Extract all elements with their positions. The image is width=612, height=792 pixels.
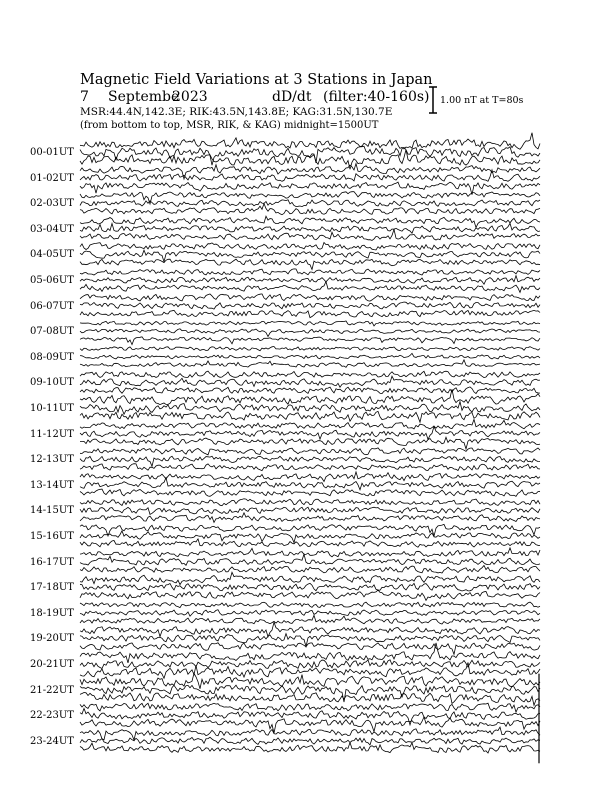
date-year: 2023 — [172, 89, 208, 105]
trace-kag — [80, 347, 540, 351]
trace-rik — [80, 223, 540, 233]
trace-rik — [80, 737, 540, 745]
trace-rik — [80, 329, 540, 337]
trace-rik — [80, 610, 540, 617]
component-label: dD/dt — [272, 89, 312, 105]
trace-rik — [80, 402, 540, 415]
trace-rik — [80, 456, 540, 466]
date-day: 7 — [80, 89, 89, 105]
trace-msr — [80, 743, 540, 754]
trace-kag — [80, 243, 540, 250]
trace-msr — [80, 590, 540, 600]
trace-rik — [80, 478, 540, 490]
hour-row-label: 05-06UT — [30, 275, 74, 286]
trace-rik — [80, 507, 540, 514]
trace-msr — [80, 310, 540, 317]
hour-row-label: 17-18UT — [30, 582, 74, 594]
trace-msr — [80, 437, 540, 449]
trace-kag — [80, 703, 540, 712]
trace-kag — [80, 448, 540, 455]
trace-msr — [80, 360, 540, 367]
hour-row-label: 22-23UT — [30, 710, 74, 722]
hour-row-label: 14-15UT — [30, 505, 74, 517]
trace-msr — [80, 229, 540, 240]
trace-rik — [80, 376, 540, 387]
trace-kag — [80, 419, 540, 429]
hour-row-label: 04-05UT — [30, 249, 74, 261]
trace-rik — [80, 276, 540, 285]
trace-msr — [80, 693, 540, 706]
station-coordinates: MSR:44.4N,142.3E; RIK:43.5N,143.8E; KAG:31.5N,130.7E — [80, 106, 393, 118]
hour-row-label: 09-10UT — [30, 377, 74, 389]
trace-msr — [80, 182, 540, 195]
scale-label: 1.00 nT at T=80s — [440, 95, 524, 106]
trace-rik — [80, 554, 540, 565]
trace-kag — [80, 622, 540, 637]
trace-msr — [80, 615, 540, 624]
trace-kag — [80, 133, 540, 150]
trace-msr — [80, 282, 540, 293]
trace-kag — [80, 727, 540, 740]
trace-rik — [80, 353, 540, 359]
trace-kag — [80, 216, 540, 227]
trace-msr — [80, 204, 540, 215]
trace-kag — [80, 389, 540, 404]
trace-kag — [80, 499, 540, 506]
trace-kag — [80, 371, 540, 378]
trace-kag — [80, 321, 540, 326]
hour-row-label: 03-04UT — [30, 223, 74, 235]
trace-kag — [80, 269, 540, 275]
trace-rik — [80, 302, 540, 309]
trace-msr — [80, 539, 540, 547]
trace-rik — [80, 426, 540, 439]
trace-rik — [80, 170, 540, 181]
trace-kag — [80, 294, 540, 301]
trace-rik — [80, 531, 540, 543]
hour-row-label: 19-20UT — [30, 633, 74, 645]
trace-msr — [80, 566, 540, 574]
hour-row-label: 21-22UT — [30, 684, 74, 696]
hour-row-label: 16-17UT — [30, 556, 74, 568]
trace-kag — [80, 472, 540, 482]
trace-kag — [80, 673, 540, 689]
hour-row-label: 12-13UT — [30, 454, 74, 466]
trace-msr — [80, 337, 540, 345]
trace-msr — [80, 464, 540, 471]
trace-msr — [80, 489, 540, 496]
trace-kag — [80, 572, 540, 584]
trace-kag — [80, 548, 540, 557]
hour-row-label: 06-07UT — [30, 300, 74, 312]
trace-rik — [80, 634, 540, 647]
hour-row-label: 18-19UT — [30, 607, 74, 619]
filter-label: (filter:40-160s) — [323, 89, 430, 105]
hour-row-label: 15-16UT — [30, 531, 74, 542]
trace-kag — [80, 602, 540, 608]
hour-row-label: 07-08UT — [30, 326, 74, 338]
hour-row-label: 00-01UT — [30, 147, 74, 158]
trace-msr — [80, 717, 540, 733]
trace-msr — [80, 513, 540, 523]
hour-row-label: 11-12UT — [30, 428, 74, 440]
hour-row-label: 08-09UT — [30, 351, 74, 363]
hour-row-label: 13-14UT — [30, 479, 74, 491]
trace-msr — [80, 259, 540, 269]
hour-row-label: 02-03UT — [30, 198, 74, 210]
hour-row-label: 20-21UT — [30, 659, 74, 670]
trace-msr — [80, 387, 540, 394]
chart-title: Magnetic Field Variations at 3 Stations in Japan — [80, 72, 433, 88]
trace-msr — [80, 411, 540, 422]
trace-rik — [80, 583, 540, 591]
trace-rik — [80, 250, 540, 262]
trace-msr — [80, 643, 540, 655]
hour-row-label: 01-02UT — [30, 172, 74, 184]
date-month: Septembe — [108, 89, 180, 105]
station-order-note: (from bottom to top, MSR, RIK, & KAG) midnight=1500UT — [80, 120, 379, 131]
hour-row-label: 23-24UT — [30, 735, 74, 747]
hour-row-label: 10-11UT — [30, 403, 74, 414]
trace-rik — [80, 660, 540, 669]
